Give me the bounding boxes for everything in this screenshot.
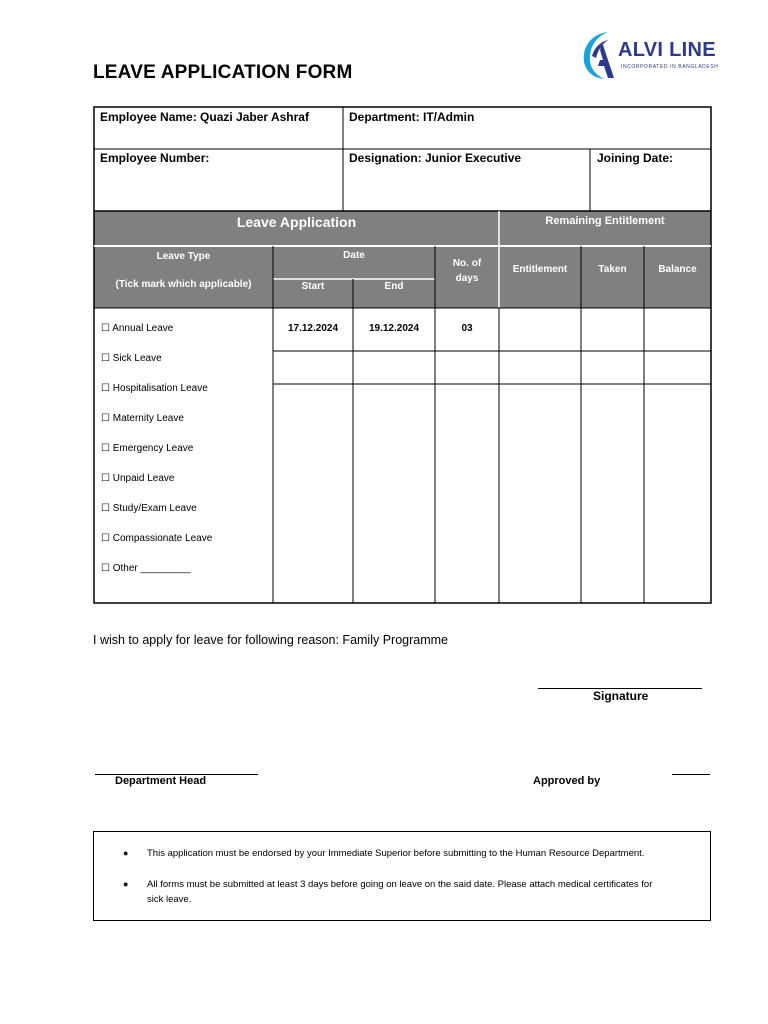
bullet-icon: ●: [123, 848, 129, 858]
remaining-entitlement-heading: Remaining Entitlement: [545, 215, 665, 227]
leave-application-heading: Leave Application: [236, 214, 357, 230]
leave-type-header: Leave Type: [156, 251, 211, 262]
signature-label: Signature: [593, 689, 649, 703]
bullet-icon: ●: [123, 879, 129, 889]
note-item: [123, 846, 662, 861]
notes-box: [93, 831, 711, 921]
tick-note-header: (Tick mark which applicable): [115, 279, 252, 290]
designation: Designation: Junior Executive: [349, 151, 522, 165]
note-text: All forms must be submitted at least 3 days before going on leave on the said date. Please attach medical certificates for sick leave.: [147, 879, 653, 905]
employee-number: Employee Number:: [100, 151, 210, 165]
joining-date: Joining Date:: [597, 151, 674, 165]
approved-by-label: Approved by: [533, 775, 601, 787]
checkbox-sick-leave[interactable]: ☐ Sick Leave: [101, 353, 162, 364]
leave-reason[interactable]: I wish to apply for leave for following reason: Family Programme: [93, 633, 449, 647]
department: Department: IT/Admin: [349, 110, 475, 124]
checkbox-unpaid-leave[interactable]: ☐ Unpaid Leave: [101, 473, 175, 484]
employee-name: Employee Name: Quazi Jaber Ashraf: [100, 110, 309, 124]
days-header: No. of days: [452, 258, 482, 284]
page-title: LEAVE APPLICATION FORM: [93, 62, 353, 83]
checkbox-compassionate-leave[interactable]: ☐ Compassionate Leave: [101, 533, 213, 544]
logo-tagline: INCORPORATED IN BANGLADESH: [621, 64, 719, 70]
taken-header: Taken: [598, 264, 627, 275]
start-header: Start: [301, 281, 325, 292]
logo-text: ALVI LINE: [618, 39, 716, 61]
department-head-label: Department Head: [115, 775, 207, 787]
leave-end-date[interactable]: 19.12.2024: [368, 323, 420, 334]
checkbox-annual-leave[interactable]: ☐ Annual Leave: [101, 323, 174, 334]
leave-days-count[interactable]: 03: [461, 323, 473, 334]
checkbox-other-leave[interactable]: ☐ Other _________: [101, 563, 191, 574]
note-item: [123, 877, 662, 907]
entitlement-header: Entitlement: [512, 264, 568, 275]
approved-by-line: [672, 774, 710, 775]
checkbox-maternity-leave[interactable]: ☐ Maternity Leave: [101, 413, 184, 424]
balance-header: Balance: [658, 264, 697, 275]
date-header: Date: [343, 250, 365, 261]
end-header: End: [384, 281, 404, 292]
checkbox-study-exam-leave[interactable]: ☐ Study/Exam Leave: [101, 503, 197, 514]
checkbox-hospitalisation-leave[interactable]: ☐ Hospitalisation Leave: [101, 383, 208, 394]
note-text: This application must be endorsed by your Immediate Superior before submitting to the Human Resource Department.: [147, 848, 645, 859]
checkbox-emergency-leave[interactable]: ☐ Emergency Leave: [101, 443, 194, 454]
leave-start-date[interactable]: 17.12.2024: [287, 323, 339, 334]
